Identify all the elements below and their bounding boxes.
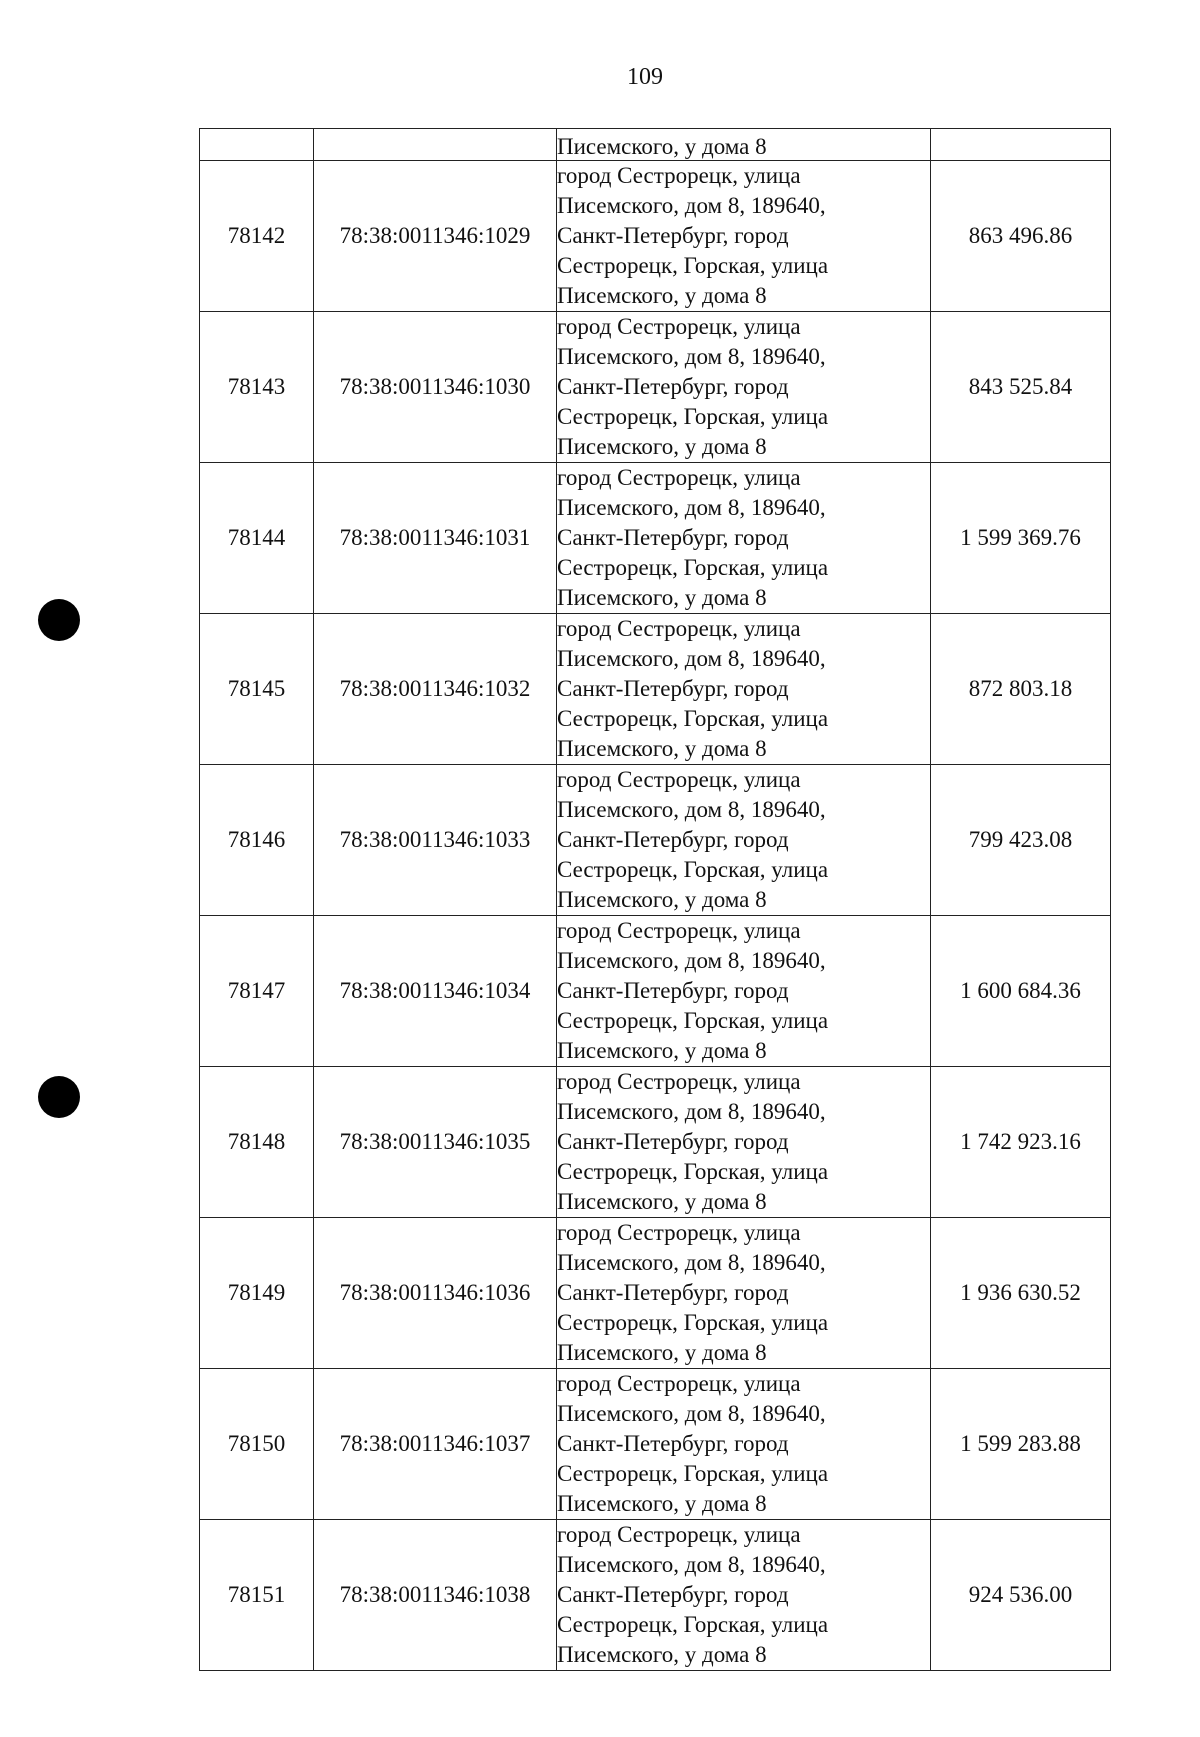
- row-number-cell: 78151: [200, 1520, 314, 1671]
- address-line: Писемского, дом 8, 189640,: [557, 1552, 826, 1577]
- address-line: Санкт-Петербург, город: [557, 676, 789, 701]
- address-line: Писемского, дом 8, 189640,: [557, 1250, 826, 1275]
- cadastral-number-cell: 78:38:0011346:1033: [314, 765, 557, 916]
- address-cell: [557, 765, 931, 916]
- address-line: Санкт-Петербург, город: [557, 827, 789, 852]
- row-number-cell: 78142: [200, 161, 314, 312]
- address-line: Санкт-Петербург, город: [557, 1431, 789, 1456]
- address-cell: [557, 1218, 931, 1369]
- address-line: Сестрорецк, Горская, улица: [557, 1008, 829, 1033]
- table-body: [200, 129, 1111, 1671]
- address-line: Писемского, дом 8, 189640,: [557, 495, 826, 520]
- cadastral-value-cell: 1 600 684.36: [931, 916, 1111, 1067]
- address-line: город Сестрорецк, улица: [557, 616, 801, 641]
- row-number-cell: 78147: [200, 916, 314, 1067]
- table-row: [200, 765, 1111, 916]
- address-line: Писемского, у дома 8: [557, 585, 767, 610]
- cadastral-number-cell: 78:38:0011346:1032: [314, 614, 557, 765]
- address-cell: [557, 463, 931, 614]
- address-cell: [557, 614, 931, 765]
- address-line: Писемского, дом 8, 189640,: [557, 948, 826, 973]
- row-number-cell: 78148: [200, 1067, 314, 1218]
- address-cell: [557, 1369, 931, 1520]
- cadastral-value-cell: 799 423.08: [931, 765, 1111, 916]
- address-line: город Сестрорецк, улица: [557, 465, 801, 490]
- address-line: Сестрорецк, Горская, улица: [557, 1310, 829, 1335]
- address-line: Сестрорецк, Горская, улица: [557, 706, 829, 731]
- address-line: город Сестрорецк, улица: [557, 918, 801, 943]
- address-line: Санкт-Петербург, город: [557, 1280, 789, 1305]
- address-line: Сестрорецк, Горская, улица: [557, 253, 829, 278]
- cadastral-value-cell: 1 936 630.52: [931, 1218, 1111, 1369]
- address-line: Писемского, у дома 8: [557, 1491, 767, 1516]
- address-line: Писемского, дом 8, 189640,: [557, 797, 826, 822]
- table-row: [200, 916, 1111, 1067]
- address-line: Писемского, у дома 8: [557, 736, 767, 761]
- address-line: Писемского, дом 8, 189640,: [557, 344, 826, 369]
- row-number-cell: 78146: [200, 765, 314, 916]
- cadastral-value-cell: 863 496.86: [931, 161, 1111, 312]
- address-line: Санкт-Петербург, город: [557, 1129, 789, 1154]
- cadastral-number-cell: [314, 129, 557, 161]
- address-cell: [557, 1067, 931, 1218]
- cadastral-value-cell: 1 742 923.16: [931, 1067, 1111, 1218]
- address-line: Писемского, у дома 8: [557, 887, 767, 912]
- table-row: [200, 161, 1111, 312]
- table-row: [200, 312, 1111, 463]
- cadastral-number-cell: 78:38:0011346:1036: [314, 1218, 557, 1369]
- address-cell: [557, 916, 931, 1067]
- cadastral-number-cell: 78:38:0011346:1038: [314, 1520, 557, 1671]
- address-line: Сестрорецк, Горская, улица: [557, 404, 829, 429]
- cadastral-value-cell: 1 599 283.88: [931, 1369, 1111, 1520]
- address-line: город Сестрорецк, улица: [557, 314, 801, 339]
- cadastral-number-cell: 78:38:0011346:1034: [314, 916, 557, 1067]
- address-line: Писемского, дом 8, 189640,: [557, 1401, 826, 1426]
- address-line: Санкт-Петербург, город: [557, 223, 789, 248]
- cadastral-number-cell: 78:38:0011346:1030: [314, 312, 557, 463]
- cadastral-number-cell: 78:38:0011346:1029: [314, 161, 557, 312]
- cadastral-value-cell: [931, 129, 1111, 161]
- address-line: город Сестрорецк, улица: [557, 1371, 801, 1396]
- row-number-cell: 78145: [200, 614, 314, 765]
- table-row: [200, 614, 1111, 765]
- address-line: Писемского, дом 8, 189640,: [557, 193, 826, 218]
- address-cell: [557, 312, 931, 463]
- address-line: город Сестрорецк, улица: [557, 163, 801, 188]
- table-row: [200, 1369, 1111, 1520]
- table-row: [200, 1218, 1111, 1369]
- table-row: [200, 1520, 1111, 1671]
- row-number-cell: [200, 129, 314, 161]
- address-cell: [557, 1520, 931, 1671]
- address-line: Писемского, дом 8, 189640,: [557, 1099, 826, 1124]
- table-row-continuation: [200, 129, 1111, 161]
- address-line: Писемского, у дома 8: [557, 1189, 767, 1214]
- address-line: Сестрорецк, Горская, улица: [557, 1612, 829, 1637]
- address-line: Санкт-Петербург, город: [557, 1582, 789, 1607]
- address-line: Писемского, у дома 8: [557, 1038, 767, 1063]
- address-line: город Сестрорецк, улица: [557, 1220, 801, 1245]
- row-number-cell: 78143: [200, 312, 314, 463]
- address-line: Санкт-Петербург, город: [557, 374, 789, 399]
- address-cell: [557, 161, 931, 312]
- address-line: Писемского, у дома 8: [557, 283, 767, 308]
- cadastral-value-cell: 872 803.18: [931, 614, 1111, 765]
- row-number-cell: 78150: [200, 1369, 314, 1520]
- cadastral-number-cell: 78:38:0011346:1031: [314, 463, 557, 614]
- table-row: [200, 1067, 1111, 1218]
- page-number: 109: [627, 64, 663, 90]
- cadastral-number-cell: 78:38:0011346:1037: [314, 1369, 557, 1520]
- address-line: Сестрорецк, Горская, улица: [557, 1461, 829, 1486]
- cadastral-value-table: [199, 128, 1111, 1671]
- address-line: Писемского, дом 8, 189640,: [557, 646, 826, 671]
- address-line: город Сестрорецк, улица: [557, 1522, 801, 1547]
- address-cell: Писемского, у дома 8: [557, 129, 931, 161]
- cadastral-value-cell: 843 525.84: [931, 312, 1111, 463]
- table-row: [200, 463, 1111, 614]
- address-line: Сестрорецк, Горская, улица: [557, 555, 829, 580]
- cadastral-number-cell: 78:38:0011346:1035: [314, 1067, 557, 1218]
- address-line: Писемского, у дома 8: [557, 1642, 767, 1667]
- address-line: Сестрорецк, Горская, улица: [557, 857, 829, 882]
- address-line: город Сестрорецк, улица: [557, 767, 801, 792]
- address-line: Санкт-Петербург, город: [557, 525, 789, 550]
- binder-hole-mark: [38, 599, 80, 641]
- address-line: город Сестрорецк, улица: [557, 1069, 801, 1094]
- row-number-cell: 78149: [200, 1218, 314, 1369]
- address-line: Писемского, у дома 8: [557, 1340, 767, 1365]
- cadastral-value-cell: 924 536.00: [931, 1520, 1111, 1671]
- row-number-cell: 78144: [200, 463, 314, 614]
- cadastral-value-cell: 1 599 369.76: [931, 463, 1111, 614]
- binder-hole-mark: [38, 1076, 80, 1118]
- address-line: Сестрорецк, Горская, улица: [557, 1159, 829, 1184]
- address-line: Писемского, у дома 8: [557, 434, 767, 459]
- address-line: Санкт-Петербург, город: [557, 978, 789, 1003]
